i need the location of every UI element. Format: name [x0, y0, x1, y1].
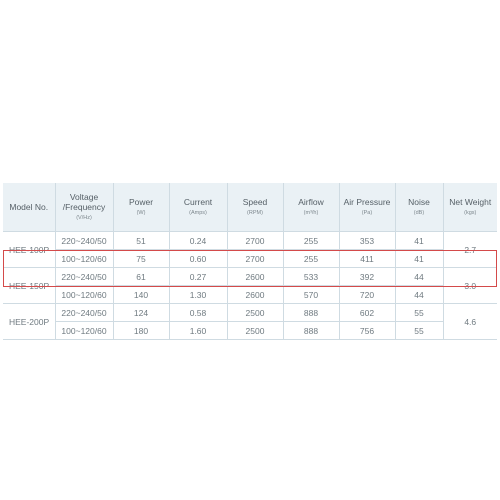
table-row: [3, 268, 497, 286]
weight-cell: 4.6: [443, 304, 497, 340]
header-airflow: [283, 183, 339, 232]
header-power: [113, 183, 169, 232]
noise-cell: 55: [395, 304, 443, 322]
power-cell: 140: [113, 286, 169, 304]
header-voltage: [55, 183, 113, 232]
noise-cell: 41: [395, 232, 443, 250]
header-voltage-label: Voltage /Frequency: [62, 191, 106, 212]
pressure-cell: 720: [339, 286, 395, 304]
header-speed-unit: (RPM): [247, 209, 263, 216]
airflow-cell: 255: [283, 250, 339, 268]
voltage-cell: 220~240/50: [55, 304, 113, 322]
pressure-cell: 602: [339, 304, 395, 322]
speed-cell: 2700: [227, 250, 283, 268]
header-pressure: [339, 183, 395, 232]
header-weight-label: Net Weight: [449, 196, 492, 207]
voltage-cell: 100~120/60: [55, 322, 113, 340]
voltage-cell: 100~120/60: [55, 250, 113, 268]
header-airflow-label: Airflow: [298, 196, 324, 207]
header-speed-label: Speed: [242, 196, 268, 207]
model-cell: HEE-150P: [3, 268, 55, 304]
power-cell: 61: [113, 268, 169, 286]
current-cell: 1.30: [169, 286, 227, 304]
header-noise-unit: (dB): [413, 209, 425, 216]
current-cell: 1.60: [169, 322, 227, 340]
header-model: [3, 183, 55, 232]
noise-cell: 55: [395, 322, 443, 340]
power-cell: 180: [113, 322, 169, 340]
header-weight: [443, 183, 497, 232]
header-current-label: Current: [183, 196, 213, 207]
power-cell: 124: [113, 304, 169, 322]
header-current: [169, 183, 227, 232]
header-current-unit: (Amps): [189, 209, 207, 216]
speed-cell: 2700: [227, 232, 283, 250]
speed-cell: 2600: [227, 268, 283, 286]
noise-cell: 44: [395, 286, 443, 304]
table-row: [3, 304, 497, 322]
voltage-cell: 220~240/50: [55, 232, 113, 250]
header-voltage-unit: (V/Hz): [76, 214, 92, 221]
header-pressure-label: Air Pressure: [343, 196, 391, 207]
current-cell: 0.58: [169, 304, 227, 322]
speed-cell: 2600: [227, 286, 283, 304]
speed-cell: 2500: [227, 322, 283, 340]
header-pressure-unit: (Pa): [361, 209, 373, 216]
model-cell: HEE-100P: [3, 232, 55, 268]
pressure-cell: 353: [339, 232, 395, 250]
header-power-label: Power: [128, 196, 154, 207]
power-cell: 51: [113, 232, 169, 250]
spec-table: [3, 183, 497, 340]
airflow-cell: 255: [283, 232, 339, 250]
weight-cell: 2.7: [443, 232, 497, 268]
table-row: [3, 286, 497, 304]
table-row: [3, 232, 497, 250]
voltage-cell: 100~120/60: [55, 286, 113, 304]
model-cell: HEE-200P: [3, 304, 55, 340]
header-airflow-unit: (m³/h): [303, 209, 319, 216]
table-row: [3, 322, 497, 340]
header-noise-label: Noise: [408, 196, 430, 207]
current-cell: 0.24: [169, 232, 227, 250]
header-weight-unit: (kgs): [464, 209, 477, 216]
table-row: [3, 250, 497, 268]
header-model-label: Model No.: [9, 202, 49, 212]
table-header-row: [3, 183, 497, 232]
airflow-cell: 533: [283, 268, 339, 286]
noise-cell: 41: [395, 250, 443, 268]
header-speed: [227, 183, 283, 232]
pressure-cell: 756: [339, 322, 395, 340]
airflow-cell: 888: [283, 322, 339, 340]
noise-cell: 44: [395, 268, 443, 286]
voltage-cell: 220~240/50: [55, 268, 113, 286]
pressure-cell: 411: [339, 250, 395, 268]
current-cell: 0.60: [169, 250, 227, 268]
power-cell: 75: [113, 250, 169, 268]
airflow-cell: 570: [283, 286, 339, 304]
current-cell: 0.27: [169, 268, 227, 286]
pressure-cell: 392: [339, 268, 395, 286]
speed-cell: 2500: [227, 304, 283, 322]
header-noise: [395, 183, 443, 232]
weight-cell: 3.0: [443, 268, 497, 304]
header-power-unit: (W): [136, 209, 146, 216]
airflow-cell: 888: [283, 304, 339, 322]
